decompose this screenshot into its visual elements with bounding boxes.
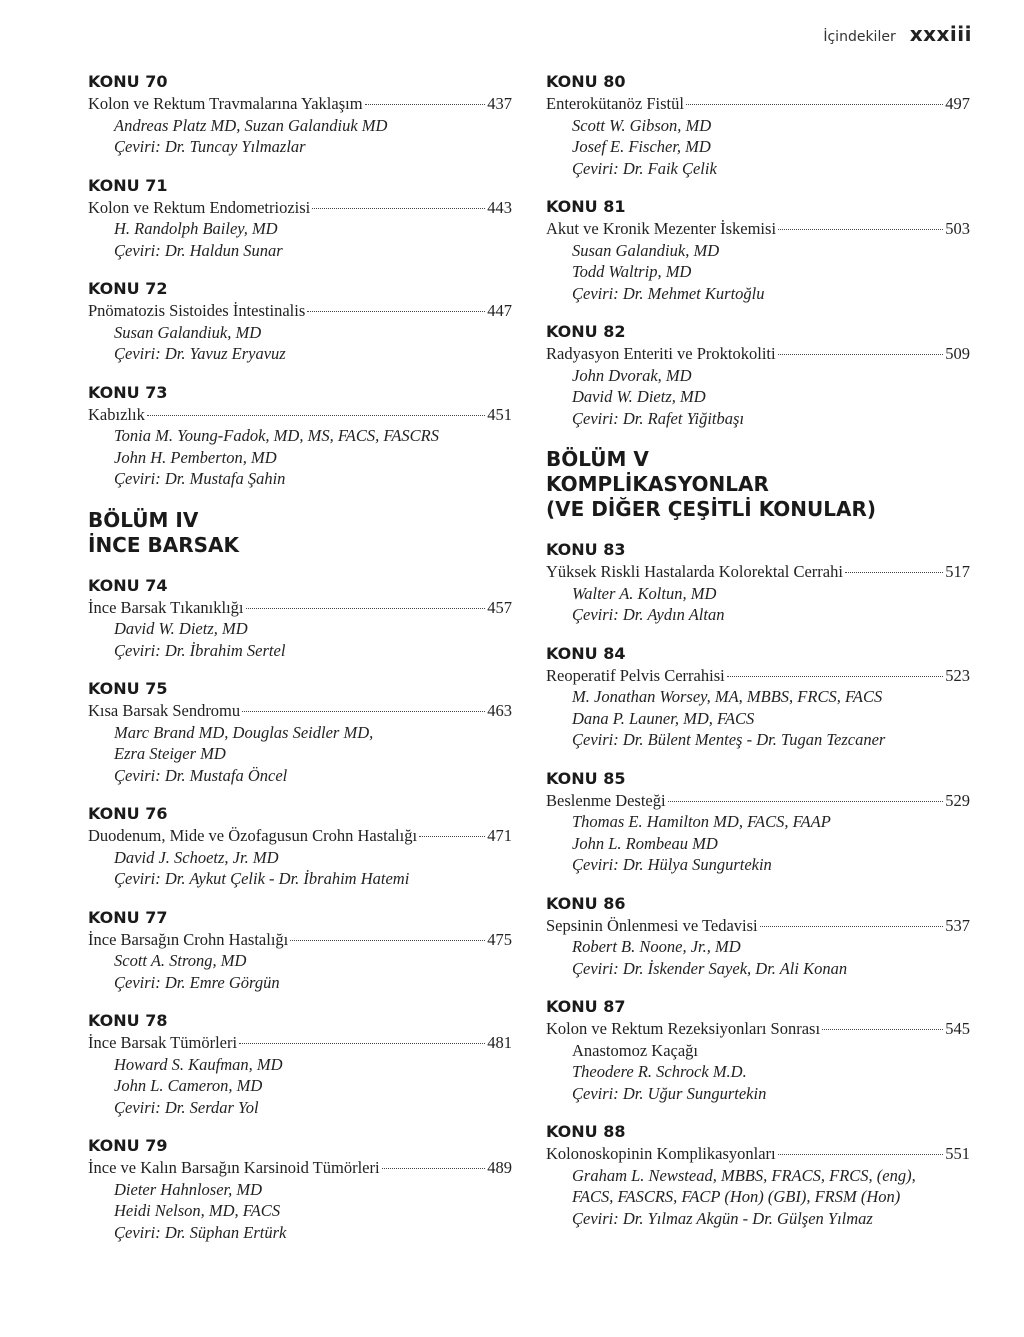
- page-number: 545: [945, 1019, 970, 1038]
- toc-entry: [88, 279, 512, 365]
- dot-leader: [419, 836, 485, 837]
- dot-leader: [668, 801, 944, 802]
- toc-entry: [546, 540, 970, 626]
- chapter-title: Kolonoskopinin Komplikasyonları: [546, 1144, 776, 1163]
- chapter-title-row: [546, 665, 970, 687]
- author-line: FACS, FASCRS, FACP (Hon) (GBI), FRSM (Hon): [572, 1187, 901, 1206]
- toc-entry: [546, 197, 970, 304]
- dot-leader: [822, 1029, 943, 1030]
- chapter-number: KONU 76: [88, 804, 168, 823]
- author-line: Susan Galandiuk, MD: [114, 322, 262, 342]
- dot-leader: [365, 104, 486, 105]
- chapter-title-row: [546, 218, 970, 240]
- chapter-title-row: [88, 404, 512, 426]
- author-line: Çeviri: Dr. Süphan Ertürk: [114, 1222, 287, 1242]
- chapter-title: Pnömatozis Sistoides İntestinalis: [88, 301, 306, 320]
- chapter-title: Duodenum, Mide ve Özofagusun Crohn Hastalığı: [88, 826, 418, 845]
- chapter-title: Enterokütanöz Fistül: [546, 94, 684, 113]
- author-line: M. Jonathan Worsey, MA, MBBS, FRCS, FACS: [572, 687, 883, 706]
- author-line: Graham L. Newstead, MBBS, FRACS, FRCS, (eng),: [572, 1165, 916, 1185]
- chapter-number: KONU 70: [88, 72, 168, 91]
- chapter-title-row: [546, 343, 970, 365]
- part-heading: [546, 447, 970, 522]
- chapter-title: Kolon ve Rektum Endometriozisi: [88, 197, 311, 217]
- dot-leader: [242, 711, 485, 712]
- author-line: Tonia M. Young-Fadok, MD, MS, FACS, FASCRS: [114, 426, 439, 445]
- part-heading-line: (VE DİĞER ÇEŞİTLİ KONULAR): [546, 497, 877, 521]
- author-line: Andreas Platz MD, Suzan Galandiuk MD: [114, 115, 388, 135]
- chapter-number: KONU 87: [546, 997, 626, 1016]
- author-line: Howard S. Kaufman, MD: [114, 1054, 283, 1074]
- dot-leader: [727, 676, 944, 677]
- author-line: Çeviri: Dr. İbrahim Sertel: [114, 640, 286, 660]
- author-line: Scott A. Strong, MD: [114, 951, 247, 970]
- author-line: Çeviri: Dr. Emre Görgün: [114, 972, 280, 992]
- toc-entry: [546, 769, 970, 876]
- author-line: Çeviri: Dr. Haldun Sunar: [114, 240, 283, 260]
- author-line: Heidi Nelson, MD, FACS: [114, 1201, 281, 1220]
- page-number: 489: [487, 1158, 512, 1177]
- author-line: John L. Cameron, MD: [114, 1076, 263, 1095]
- toc-entry: [88, 1136, 512, 1243]
- chapter-title: Kolon ve Rektum Travmalarına Yaklaşım: [88, 94, 363, 113]
- dot-leader: [778, 229, 943, 230]
- chapter-title: Radyasyon Enteriti ve Proktokoliti: [546, 344, 776, 363]
- author-line: Çeviri: Dr. Aykut Çelik - Dr. İbrahim Hatemi: [114, 869, 410, 888]
- chapter-title: Kısa Barsak Sendromu: [88, 701, 241, 720]
- dot-leader: [760, 926, 944, 927]
- author-line: David W. Dietz, MD: [572, 387, 706, 406]
- author-line: Çeviri: Dr. Yılmaz Akgün - Dr. Gülşen Yılmaz: [572, 1208, 873, 1228]
- chapter-title-row: [88, 197, 512, 219]
- toc-entry: [88, 908, 512, 994]
- page-number: 503: [945, 219, 970, 238]
- toc-entry: [88, 72, 512, 158]
- page-number: 471: [487, 826, 512, 845]
- chapter-title-row: [88, 700, 512, 722]
- header-page-number: xxxiii: [909, 22, 972, 46]
- page-number: 475: [487, 929, 512, 949]
- part-heading-line: BÖLÜM IV: [88, 507, 199, 532]
- author-line: John L. Rombeau MD: [572, 833, 718, 853]
- author-line: David W. Dietz, MD: [114, 619, 248, 638]
- chapter-number: KONU 80: [546, 72, 626, 91]
- author-line: Çeviri: Dr. Rafet Yiğitbaşı: [572, 408, 745, 428]
- chapter-title-row: [546, 93, 970, 115]
- dot-leader: [686, 104, 943, 105]
- author-line: Thomas E. Hamilton MD, FACS, FAAP: [572, 812, 831, 831]
- chapter-number: KONU 85: [546, 768, 626, 788]
- author-line: Walter A. Koltun, MD: [572, 583, 717, 603]
- dot-leader: [778, 354, 944, 355]
- toc-entry: [546, 322, 970, 429]
- author-line: Çeviri: Dr. Mustafa Şahin: [114, 469, 286, 488]
- dot-leader: [845, 572, 943, 573]
- page-number: 517: [945, 562, 970, 581]
- page-number: 537: [945, 915, 970, 935]
- author-line: Theodere R. Schrock M.D.: [572, 1062, 747, 1081]
- dot-leader: [307, 311, 485, 312]
- page-number: 551: [945, 1144, 970, 1163]
- header-label: İçindekiler: [823, 29, 896, 45]
- page-number: 463: [487, 701, 512, 720]
- chapter-title-row: [546, 790, 970, 812]
- author-line: John H. Pemberton, MD: [114, 447, 277, 467]
- chapter-number: KONU 72: [88, 279, 168, 298]
- author-line: Dieter Hahnloser, MD: [114, 1179, 263, 1199]
- toc-entry: [88, 679, 512, 786]
- author-line: Marc Brand MD, Douglas Seidler MD,: [114, 722, 374, 742]
- author-line: Josef E. Fischer, MD: [572, 137, 711, 156]
- toc-entry: [88, 576, 512, 662]
- running-header: [823, 22, 972, 46]
- author-line: Robert B. Noone, Jr., MD: [572, 937, 741, 956]
- chapter-title: Akut ve Kronik Mezenter İskemisi: [546, 219, 777, 238]
- author-line: Scott W. Gibson, MD: [572, 115, 712, 135]
- chapter-number: KONU 71: [88, 175, 168, 195]
- chapter-number: KONU 75: [88, 679, 168, 698]
- author-line: Çeviri: Dr. İskender Sayek, Dr. Ali Konan: [572, 958, 848, 978]
- author-line: Susan Galandiuk, MD: [572, 240, 720, 260]
- toc-entry: [88, 1011, 512, 1118]
- chapter-number: KONU 78: [88, 1011, 168, 1030]
- page-number: 437: [487, 94, 512, 113]
- dot-leader: [312, 208, 485, 209]
- chapter-title-row: [88, 597, 512, 619]
- toc-entry: [546, 72, 970, 179]
- chapter-title: Beslenme Desteği: [546, 790, 666, 810]
- chapter-number: KONU 86: [546, 893, 626, 913]
- chapter-number: KONU 77: [88, 907, 168, 927]
- toc-entry: [88, 804, 512, 890]
- page-number: 523: [945, 665, 970, 685]
- chapter-title-row: [546, 915, 970, 937]
- author-line: Çeviri: Dr. Serdar Yol: [114, 1097, 259, 1117]
- toc-right-column: [546, 72, 970, 1247]
- author-line: Çeviri: Dr. Mehmet Kurtoğlu: [572, 283, 765, 303]
- toc-entry: [546, 644, 970, 751]
- chapter-title: Yüksek Riskli Hastalarda Kolorektal Cerrahi: [546, 562, 843, 581]
- author-line: Çeviri: Dr. Tuncay Yılmazlar: [114, 137, 306, 156]
- chapter-title-row: [88, 93, 512, 115]
- dot-leader: [239, 1043, 485, 1044]
- author-line: Çeviri: Dr. Faik Çelik: [572, 158, 717, 178]
- chapter-number: KONU 83: [546, 540, 626, 559]
- chapter-title-row: [88, 929, 512, 951]
- chapter-number: KONU 73: [88, 382, 168, 402]
- part-heading-line: İNCE BARSAK: [88, 532, 239, 557]
- part-heading-line: BÖLÜM V: [546, 447, 649, 471]
- page-number: 451: [487, 404, 512, 424]
- chapter-title-continuation: Anastomoz Kaçağı: [572, 1040, 698, 1060]
- author-line: Çeviri: Dr. Yavuz Eryavuz: [114, 344, 286, 363]
- chapter-title: İnce Barsak Tümörleri: [88, 1033, 238, 1052]
- author-line: Çeviri: Dr. Mustafa Öncel: [114, 765, 288, 785]
- toc-left-column: [88, 72, 512, 1261]
- chapter-title: İnce ve Kalın Barsağın Karsinoid Tümörleri: [88, 1158, 380, 1177]
- author-line: John Dvorak, MD: [572, 365, 692, 385]
- chapter-title-row: [546, 1018, 970, 1040]
- author-line: Çeviri: Dr. Uğur Sungurtekin: [572, 1083, 767, 1103]
- chapter-title: Kabızlık: [88, 404, 145, 424]
- page-number: 497: [945, 94, 970, 113]
- chapter-number: KONU 84: [546, 643, 626, 663]
- chapter-number: KONU 88: [546, 1122, 626, 1141]
- dot-leader: [246, 608, 486, 609]
- chapter-title-row: [88, 1032, 512, 1054]
- author-line: David J. Schoetz, Jr. MD: [114, 847, 279, 867]
- chapter-title: İnce Barsağın Crohn Hastalığı: [88, 929, 289, 949]
- page-number: 529: [945, 790, 970, 810]
- part-heading-line: KOMPLİKASYONLAR: [546, 472, 769, 496]
- part-heading: [88, 508, 512, 558]
- chapter-title: İnce Barsak Tıkanıklığı: [88, 597, 244, 617]
- toc-entry: [546, 997, 970, 1104]
- toc-entry: [88, 383, 512, 490]
- author-line: Çeviri: Dr. Hülya Sungurtekin: [572, 855, 772, 874]
- page-number: 509: [945, 344, 970, 363]
- chapter-number: KONU 74: [88, 575, 168, 595]
- author-line: Todd Waltrip, MD: [572, 262, 692, 281]
- chapter-title: Reoperatif Pelvis Cerrahisi: [546, 665, 725, 685]
- chapter-title-row: [546, 561, 970, 583]
- author-line: Dana P. Launer, MD, FACS: [572, 708, 755, 728]
- chapter-title-row: [546, 1143, 970, 1165]
- toc-entry: [88, 176, 512, 262]
- chapter-title: Kolon ve Rektum Rezeksiyonları Sonrası: [546, 1019, 821, 1038]
- chapter-title-row: [88, 300, 512, 322]
- toc-entry: [546, 1122, 970, 1229]
- author-line: Çeviri: Dr. Bülent Menteş - Dr. Tugan Tezcaner: [572, 730, 886, 749]
- page-number: 457: [487, 597, 512, 617]
- page-number: 447: [487, 301, 512, 320]
- chapter-title-row: [88, 825, 512, 847]
- page-number: 481: [487, 1033, 512, 1052]
- author-line: Çeviri: Dr. Aydın Altan: [572, 605, 725, 624]
- dot-leader: [778, 1154, 944, 1155]
- dot-leader: [290, 940, 485, 941]
- chapter-number: KONU 81: [546, 197, 626, 216]
- page-number: 443: [487, 197, 512, 217]
- chapter-number: KONU 79: [88, 1136, 168, 1155]
- dot-leader: [147, 415, 485, 416]
- author-line: Ezra Steiger MD: [114, 744, 226, 763]
- toc-entry: [546, 894, 970, 980]
- chapter-title: Sepsinin Önlenmesi ve Tedavisi: [546, 915, 758, 935]
- dot-leader: [382, 1168, 486, 1169]
- chapter-title-row: [88, 1157, 512, 1179]
- chapter-number: KONU 82: [546, 322, 626, 341]
- author-line: H. Randolph Bailey, MD: [114, 219, 278, 238]
